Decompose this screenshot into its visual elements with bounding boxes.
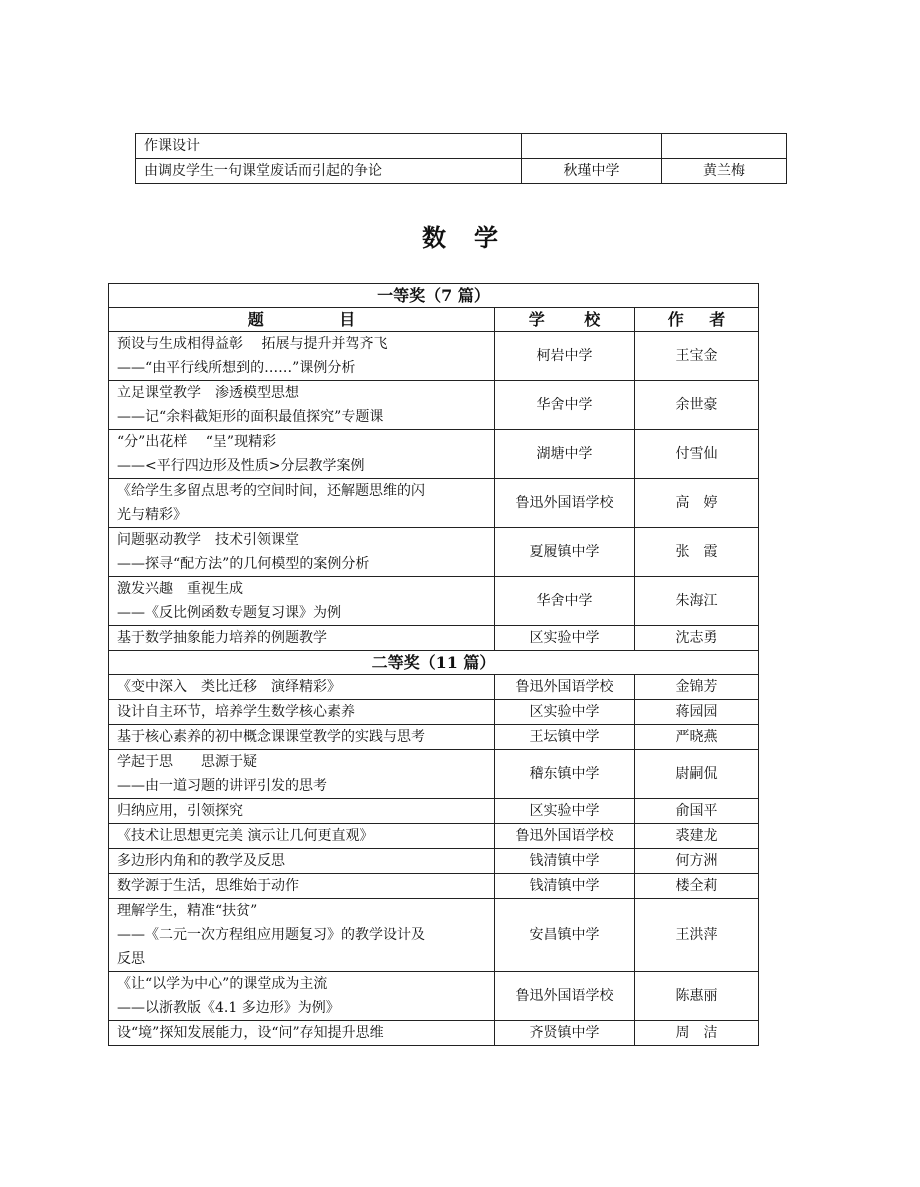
school-cell: 华舍中学 xyxy=(495,577,635,626)
topic-line: 数学源于生活，思维始于动作 xyxy=(117,878,299,894)
page-title: 数学 xyxy=(422,223,526,252)
school-cell: 安昌镇中学 xyxy=(495,899,635,972)
topic-line: 问题驱动教学 技术引领课堂 xyxy=(117,532,299,548)
header-topic: 题 目 xyxy=(109,308,495,332)
header-school: 学 校 xyxy=(495,308,635,332)
topic-line: ——探寻“配方法”的几何模型的案例分析 xyxy=(117,556,370,572)
first-prize-label: 一等奖（7 篇） xyxy=(109,284,759,308)
topic-line: ——以浙教版《4.1 多边形》为例》 xyxy=(117,1000,340,1016)
table-row xyxy=(109,874,759,899)
topic-line: 反思 xyxy=(117,951,145,967)
table-row xyxy=(109,700,759,725)
author-cell: 周 洁 xyxy=(635,1021,759,1046)
school-cell: 湖塘中学 xyxy=(495,430,635,479)
topic-line: 《让“以学为中心”的课堂成为主流 xyxy=(117,976,328,992)
author-cell: 尉嗣侃 xyxy=(635,750,759,799)
author-cell: 付雪仙 xyxy=(635,430,759,479)
topic-cell xyxy=(109,750,495,799)
topic-cell xyxy=(109,874,495,899)
topic-line: 光与精彩》 xyxy=(117,507,187,523)
school-cell: 钱清镇中学 xyxy=(495,849,635,874)
table-row xyxy=(109,972,759,1021)
topic-cell xyxy=(109,899,495,972)
school-cell: 鲁迅外国语学校 xyxy=(495,824,635,849)
author-cell: 张 霞 xyxy=(635,528,759,577)
header-author: 作 者 xyxy=(635,308,759,332)
topic-line: 预设与生成相得益彰 拓展与提升并驾齐飞 xyxy=(117,336,388,352)
table-row xyxy=(109,899,759,972)
topic-line: 基于数学抽象能力培养的例题教学 xyxy=(117,630,327,646)
author-cell: 蒋园园 xyxy=(635,700,759,725)
school-cell: 鲁迅外国语学校 xyxy=(495,479,635,528)
topic-cell xyxy=(109,972,495,1021)
author-cell: 何方洲 xyxy=(635,849,759,874)
topic-line: ——由一道习题的讲评引发的思考 xyxy=(117,778,327,794)
school-cell: 齐贤镇中学 xyxy=(495,1021,635,1046)
author-cell: 余世豪 xyxy=(635,381,759,430)
author-cell: 王洪萍 xyxy=(635,899,759,972)
table-row xyxy=(109,430,759,479)
topic-cell xyxy=(109,381,495,430)
topic-line: “分”出花样 “呈”现精彩 xyxy=(117,434,277,450)
topic-line: 理解学生，精准“扶贫” xyxy=(117,903,258,919)
topic-cell xyxy=(109,675,495,700)
author-cell: 裘建龙 xyxy=(635,824,759,849)
author-cell: 黄兰梅 xyxy=(662,159,787,184)
school-cell: 华舍中学 xyxy=(495,381,635,430)
topic-cell xyxy=(109,332,495,381)
topic-cell xyxy=(109,700,495,725)
previous-subject-table xyxy=(135,133,787,184)
topic-cell xyxy=(109,479,495,528)
table-row xyxy=(109,332,759,381)
topic-line: ——记“余料截矩形的面积最值探究”专题课 xyxy=(117,409,384,425)
topic-cell: 作课设计 xyxy=(136,134,522,159)
topic-cell xyxy=(109,577,495,626)
author-cell: 金锦芳 xyxy=(635,675,759,700)
topic-line: 《给学生多留点思考的空间时间，还解题思维的闪 xyxy=(117,483,425,499)
topic-line: ——<平行四边形及性质>分层教学案例 xyxy=(117,458,365,474)
table-row xyxy=(109,626,759,651)
topic-line: 激发兴趣 重视生成 xyxy=(117,581,243,597)
topic-cell xyxy=(109,430,495,479)
table-row xyxy=(109,528,759,577)
second-prize-heading-row xyxy=(109,651,759,675)
school-cell: 区实验中学 xyxy=(495,799,635,824)
topic-line: ——“由平行线所想到的……”课例分析 xyxy=(117,360,356,376)
topic-line: 《变中深入 类比迁移 演绎精彩》 xyxy=(117,679,341,695)
topic-line: 设“境”探知发展能力，设“问”存知提升思维 xyxy=(117,1025,384,1041)
topic-line: 基于核心素养的初中概念课课堂教学的实践与思考 xyxy=(117,729,425,745)
author-cell: 严晓燕 xyxy=(635,725,759,750)
school-cell: 王坛镇中学 xyxy=(495,725,635,750)
school-cell: 夏履镇中学 xyxy=(495,528,635,577)
topic-line: 《技术让思想更完美 演示让几何更直观》 xyxy=(117,828,374,844)
topic-cell xyxy=(109,528,495,577)
school-cell xyxy=(522,134,662,159)
table-row xyxy=(109,577,759,626)
author-cell: 俞国平 xyxy=(635,799,759,824)
topic-line: ——《反比例函数专题复习课》为例 xyxy=(117,605,341,621)
table-row xyxy=(109,849,759,874)
author-cell xyxy=(662,134,787,159)
table-row xyxy=(109,675,759,700)
table-row xyxy=(109,799,759,824)
school-cell: 柯岩中学 xyxy=(495,332,635,381)
column-header-row xyxy=(109,308,759,332)
topic-line: 归纳应用，引领探究 xyxy=(117,803,243,819)
topic-cell xyxy=(109,626,495,651)
topic-cell xyxy=(109,799,495,824)
author-cell: 高 婷 xyxy=(635,479,759,528)
topic-cell xyxy=(109,824,495,849)
table-row xyxy=(109,824,759,849)
school-cell: 鲁迅外国语学校 xyxy=(495,972,635,1021)
topic-line: ——《二元一次方程组应用题复习》的教学设计及 xyxy=(117,927,425,943)
topic-line: 学起于思 思源于疑 xyxy=(117,754,257,770)
school-cell: 秋瑾中学 xyxy=(522,159,662,184)
topic-cell xyxy=(109,725,495,750)
table-row xyxy=(109,479,759,528)
school-cell: 鲁迅外国语学校 xyxy=(495,675,635,700)
author-cell: 沈志勇 xyxy=(635,626,759,651)
topic-cell: 由调皮学生一句课堂废话而引起的争论 xyxy=(136,159,522,184)
table-row xyxy=(109,381,759,430)
topic-line: 设计自主环节，培养学生数学核心素养 xyxy=(117,704,355,720)
topic-line: 多边形内角和的教学及反思 xyxy=(117,853,285,869)
topic-cell xyxy=(109,1021,495,1046)
table-row xyxy=(109,1021,759,1046)
author-cell: 朱海江 xyxy=(635,577,759,626)
school-cell: 稽东镇中学 xyxy=(495,750,635,799)
author-cell: 陈惠丽 xyxy=(635,972,759,1021)
table-row xyxy=(109,725,759,750)
author-cell: 王宝金 xyxy=(635,332,759,381)
table-row xyxy=(109,750,759,799)
first-prize-heading-row xyxy=(109,284,759,308)
school-cell: 区实验中学 xyxy=(495,700,635,725)
topic-line: 立足课堂教学 渗透模型思想 xyxy=(117,385,299,401)
author-cell: 楼全莉 xyxy=(635,874,759,899)
math-awards-table xyxy=(108,283,759,1046)
table-row xyxy=(136,134,787,159)
school-cell: 区实验中学 xyxy=(495,626,635,651)
table-row xyxy=(136,159,787,184)
school-cell: 钱清镇中学 xyxy=(495,874,635,899)
topic-cell xyxy=(109,849,495,874)
second-prize-label: 二等奖（11 篇） xyxy=(109,651,759,675)
